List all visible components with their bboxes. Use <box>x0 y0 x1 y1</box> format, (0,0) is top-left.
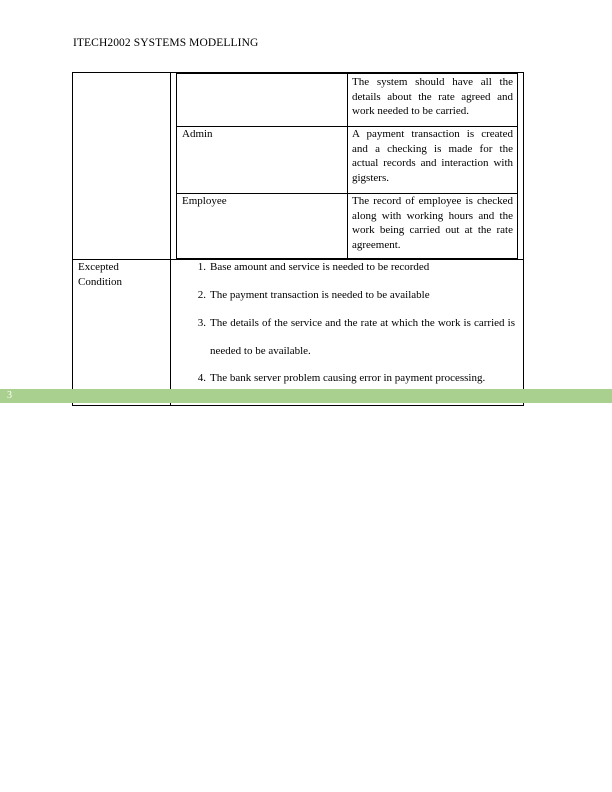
page-number: 3 <box>7 390 12 401</box>
use-case-table <box>72 72 524 406</box>
list-item-number: 4. <box>197 372 206 384</box>
nested-row-description: A payment transaction is created and a checking is made for the actual records and interaction with gigsters. <box>352 128 513 184</box>
excepted-condition-label: Excepted Condition <box>78 261 123 288</box>
page-header-title: ITECH2002 SYSTEMS MODELLING <box>73 37 259 49</box>
nested-row-actor: Admin <box>182 128 213 140</box>
list-item-text: The bank server problem causing error in payment processing. <box>210 372 486 384</box>
list-item-number: 1. <box>197 261 206 273</box>
page-number-band <box>0 389 612 403</box>
nested-table <box>176 73 518 259</box>
list-item-text: The payment transaction is needed to be available <box>210 289 430 301</box>
list-item-number: 2. <box>197 289 206 301</box>
list-item-text: The details of the service and the rate at which the work is carried is needed to be available. <box>210 317 515 357</box>
list-item-number: 3. <box>197 317 206 329</box>
nested-row-actor: Employee <box>182 195 227 207</box>
list-item-text: Base amount and service is needed to be recorded <box>210 261 430 273</box>
nested-row-description: The system should have all the details about the rate agreed and work needed to be carried. <box>352 76 513 117</box>
nested-row-description: The record of employee is checked along with working hours and the work being carried out at the rate agreement. <box>352 195 513 251</box>
nested-column-divider <box>347 74 348 258</box>
table-column-divider <box>170 73 171 405</box>
